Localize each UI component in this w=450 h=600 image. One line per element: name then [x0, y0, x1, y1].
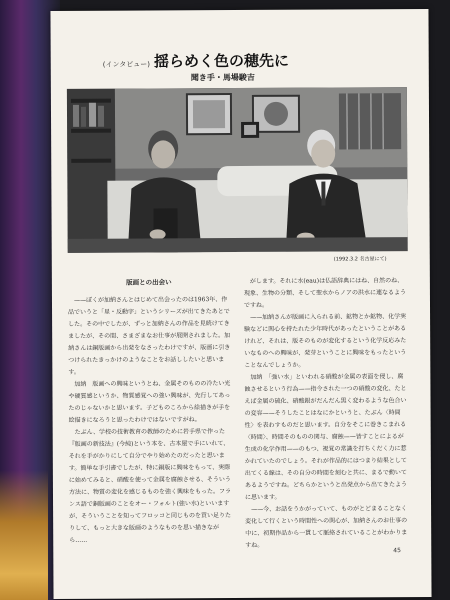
photo-caption: (1992.3.2 名古屋にて) — [333, 256, 387, 263]
paragraph: ——加納さんが版画に入られる前、鉱物とか鉱物、化学実験などに関心を持たれた少年時代があったということがあるけれど、それは、版そのものが変化するという化学反応みたいなものへの興味が、発芽ということに興味をもったということなんでしょうか。 — [244, 313, 407, 369]
paragraph: ——今、お話をうかがっていて、ものがとどまることなく変化して行くという時間性への関心が、加納さんのお仕事の中に、初期作品から一貫して脈絡されていることがわかりますね。 — [245, 505, 408, 549]
paragraph: たぶん、学校の技術教育の教師のために岩手県で作った『版画の新技法』(今純)という本を、古本屋で手にいれて、それを手がかりにして自分でやり始めたのだったと思います。簡単な手引書でしたが、特に銅版に興味をもって、実際に始めてみると、硝酸を使って金属を腐蝕させる、そういう方法に、物質の変化を感じるものを強く興味をもった。フランス語で銅版画のことをオー・フォルト(強い水)といいますが、そういうことを知ってフロッコと同じものを買い足りたりして、もっと大きな版画のようなものを思い描きながら…… — [68, 428, 232, 544]
interview-photo — [67, 87, 408, 253]
left-column — [68, 276, 231, 547]
paragraph: ——ぼくが加納さんとはじめて出会ったのは1963年、作品でいうと「星・反動字」というシリーズが出てきたあとでした。その中でしたが、ずっと加納さんの作品を見続けてきましたが、その間、さまざまなお仕事が展開されました。加納さんは銅版画から出発をなさったわけですが、版画に引きつけられたきっかけのようなことをお話ししたいと思います。 — [68, 296, 231, 376]
photo-illustration — [67, 87, 408, 253]
article-title: 揺らめく色の穂先に — [153, 51, 289, 71]
paragraph: 加納 版画への興味というとね、金属そのものの冷たい光や硬質感というか、物質感覚への強い興味が、先行してあったのじゃないかと思います。子どものころから絵描きが手を絵描きになろうと思ったわけではないですがね。 — [68, 380, 231, 424]
article-title-row — [103, 50, 289, 73]
interviewer-credit: 聞き手・馬場駿吉 — [190, 72, 255, 83]
page-number: 45 — [393, 547, 401, 555]
right-column — [243, 275, 408, 555]
interview-label: (インタビュー) — [102, 60, 150, 69]
magazine-page — [50, 9, 431, 599]
paragraph: がします。それに水(eau)は仏語辞典にはね、自然のね、現象、生物の分類、そして聖水からノアの洪水に連なるようですね。 — [243, 277, 406, 309]
binding-light-reflection — [0, 470, 48, 600]
section-heading: 版画との出会い — [126, 278, 172, 287]
paragraph: 加納 「強い水」といわれる硝酸が金属の表面を侵し、腐蝕させるという行為——指令された一つの硝酸の変化、たとえば金属の硫化、硝酸銀がだんだん黒く変わるような色合いの変容——そうしたことはなにかというと、たぶん〈時間性〉を表わすものだと思います。自分をそこに巻きこまれる〈時間〉、時間そのものの関与、腐蝕——皆すことによるが生成の化学作用——のもつ、視覚の常識を打ちくだく力に惹かれていたのでしょう。それが作品的にはつまり結果として出てくる線は、その自分の時間を刻むと共に、まるで動いてあるようですね。どちらかというと出発点から出てきたように思います。 — [244, 373, 407, 501]
